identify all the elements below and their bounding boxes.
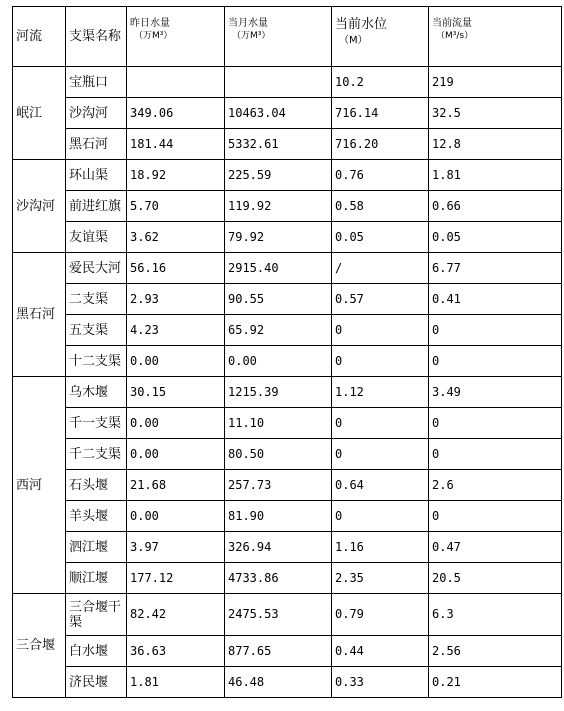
yesterday-cell: 82.42 [127, 594, 225, 636]
table-row [13, 284, 562, 315]
month-cell: 2915.40 [225, 253, 332, 284]
water-data-table [12, 6, 562, 698]
month-cell: 225.59 [225, 160, 332, 191]
flow-cell: 3.49 [429, 377, 562, 408]
canal-name-cell: 前进红旗 [66, 191, 127, 222]
month-cell: 326.94 [225, 532, 332, 563]
table-row [13, 594, 562, 636]
yesterday-cell: 177.12 [127, 563, 225, 594]
river-name-cell: 沙沟河 [13, 160, 66, 253]
level-cell: 0.76 [332, 160, 429, 191]
level-cell: 0 [332, 346, 429, 377]
canal-name-cell: 三合堰干渠 [66, 594, 127, 636]
table-row [13, 501, 562, 532]
flow-cell: 6.3 [429, 594, 562, 636]
yesterday-cell: 1.81 [127, 667, 225, 698]
header-flow-unit: （M³/s） [436, 31, 474, 41]
table-body [13, 67, 562, 698]
header-canal-name: 支渠名称 [66, 7, 127, 67]
canal-name-cell: 济民堰 [66, 667, 127, 698]
flow-cell: 0 [429, 315, 562, 346]
level-cell: 0.05 [332, 222, 429, 253]
month-cell: 257.73 [225, 470, 332, 501]
table-row [13, 636, 562, 667]
table-row [13, 346, 562, 377]
level-cell: 0 [332, 501, 429, 532]
canal-name-cell: 十二支渠 [66, 346, 127, 377]
river-name-cell: 三合堰 [13, 594, 66, 698]
flow-cell: 0.47 [429, 532, 562, 563]
flow-cell: 0.66 [429, 191, 562, 222]
header-level-label: 当前水位 [335, 17, 388, 32]
canal-name-cell: 泗江堰 [66, 532, 127, 563]
level-cell: 0 [332, 315, 429, 346]
level-cell: 2.35 [332, 563, 429, 594]
yesterday-cell: 0.00 [127, 501, 225, 532]
table-row [13, 377, 562, 408]
yesterday-cell: 21.68 [127, 470, 225, 501]
flow-cell: 219 [429, 67, 562, 98]
flow-cell: 2.6 [429, 470, 562, 501]
header-current-level [332, 7, 429, 67]
flow-cell: 32.5 [429, 98, 562, 129]
level-cell: 10.2 [332, 67, 429, 98]
level-cell: 0 [332, 439, 429, 470]
canal-name-cell: 宝瓶口 [66, 67, 127, 98]
yesterday-cell: 56.16 [127, 253, 225, 284]
month-cell: 4733.86 [225, 563, 332, 594]
river-name-cell: 黑石河 [13, 253, 66, 377]
level-cell: 0.64 [332, 470, 429, 501]
table-row [13, 408, 562, 439]
level-cell: 0.44 [332, 636, 429, 667]
month-cell: 5332.61 [225, 129, 332, 160]
canal-name-cell: 友谊渠 [66, 222, 127, 253]
yesterday-cell: 4.23 [127, 315, 225, 346]
month-cell: 1215.39 [225, 377, 332, 408]
month-cell: 81.90 [225, 501, 332, 532]
yesterday-cell: 30.15 [127, 377, 225, 408]
level-cell: 0.33 [332, 667, 429, 698]
header-month-volume [225, 7, 332, 67]
level-cell: 1.12 [332, 377, 429, 408]
level-cell: 0 [332, 408, 429, 439]
flow-cell: 1.81 [429, 160, 562, 191]
month-cell: 80.50 [225, 439, 332, 470]
level-cell: 716.14 [332, 98, 429, 129]
yesterday-cell: 18.92 [127, 160, 225, 191]
table-row [13, 667, 562, 698]
canal-name-cell: 千一支渠 [66, 408, 127, 439]
month-cell: 46.48 [225, 667, 332, 698]
month-cell: 2475.53 [225, 594, 332, 636]
table-row [13, 98, 562, 129]
yesterday-cell [127, 67, 225, 98]
canal-name-cell: 沙沟河 [66, 98, 127, 129]
month-cell: 65.92 [225, 315, 332, 346]
yesterday-cell: 349.06 [127, 98, 225, 129]
header-yesterday-unit: （万M³） [134, 31, 173, 41]
flow-cell: 0 [429, 501, 562, 532]
canal-name-cell: 千二支渠 [66, 439, 127, 470]
flow-cell: 20.5 [429, 563, 562, 594]
month-cell: 79.92 [225, 222, 332, 253]
header-flow-label: 当前流量 [432, 18, 472, 29]
level-cell: 0.79 [332, 594, 429, 636]
header-month-label: 当月水量 [228, 18, 268, 29]
yesterday-cell: 5.70 [127, 191, 225, 222]
table-row [13, 563, 562, 594]
header-current-flow [429, 7, 562, 67]
month-cell: 90.55 [225, 284, 332, 315]
yesterday-cell: 36.63 [127, 636, 225, 667]
canal-name-cell: 顺江堰 [66, 563, 127, 594]
header-row [13, 7, 562, 67]
level-cell: / [332, 253, 429, 284]
flow-cell: 12.8 [429, 129, 562, 160]
table-row [13, 532, 562, 563]
table-row [13, 160, 562, 191]
header-month-unit: （万M³） [232, 31, 271, 41]
yesterday-cell: 0.00 [127, 439, 225, 470]
canal-name-cell: 黑石河 [66, 129, 127, 160]
header-yesterday-label: 昨日水量 [130, 18, 170, 29]
table-row [13, 129, 562, 160]
yesterday-cell: 181.44 [127, 129, 225, 160]
flow-cell: 0 [429, 439, 562, 470]
yesterday-cell: 2.93 [127, 284, 225, 315]
flow-cell: 0.05 [429, 222, 562, 253]
canal-name-cell: 二支渠 [66, 284, 127, 315]
canal-name-cell: 爱民大河 [66, 253, 127, 284]
header-yesterday-volume [127, 7, 225, 67]
canal-name-cell: 五支渠 [66, 315, 127, 346]
yesterday-cell: 3.97 [127, 532, 225, 563]
yesterday-cell: 3.62 [127, 222, 225, 253]
flow-cell: 0.21 [429, 667, 562, 698]
table-row [13, 470, 562, 501]
flow-cell: 6.77 [429, 253, 562, 284]
month-cell: 0.00 [225, 346, 332, 377]
flow-cell: 0 [429, 346, 562, 377]
month-cell: 10463.04 [225, 98, 332, 129]
table-row [13, 222, 562, 253]
month-cell [225, 67, 332, 98]
yesterday-cell: 0.00 [127, 346, 225, 377]
header-level-unit: （M） [339, 35, 368, 46]
table-row [13, 315, 562, 346]
yesterday-cell: 0.00 [127, 408, 225, 439]
canal-name-cell: 羊头堰 [66, 501, 127, 532]
table-row [13, 191, 562, 222]
flow-cell: 2.56 [429, 636, 562, 667]
month-cell: 877.65 [225, 636, 332, 667]
river-name-cell: 岷江 [13, 67, 66, 160]
level-cell: 0.57 [332, 284, 429, 315]
river-name-cell: 西河 [13, 377, 66, 594]
canal-name-cell: 石头堰 [66, 470, 127, 501]
table-row [13, 439, 562, 470]
level-cell: 0.58 [332, 191, 429, 222]
flow-cell: 0.41 [429, 284, 562, 315]
table-row [13, 67, 562, 98]
level-cell: 716.20 [332, 129, 429, 160]
month-cell: 119.92 [225, 191, 332, 222]
header-river: 河流 [13, 7, 66, 67]
canal-name-cell: 环山渠 [66, 160, 127, 191]
canal-name-cell: 白水堰 [66, 636, 127, 667]
canal-name-cell: 乌木堰 [66, 377, 127, 408]
level-cell: 1.16 [332, 532, 429, 563]
flow-cell: 0 [429, 408, 562, 439]
table-row [13, 253, 562, 284]
month-cell: 11.10 [225, 408, 332, 439]
